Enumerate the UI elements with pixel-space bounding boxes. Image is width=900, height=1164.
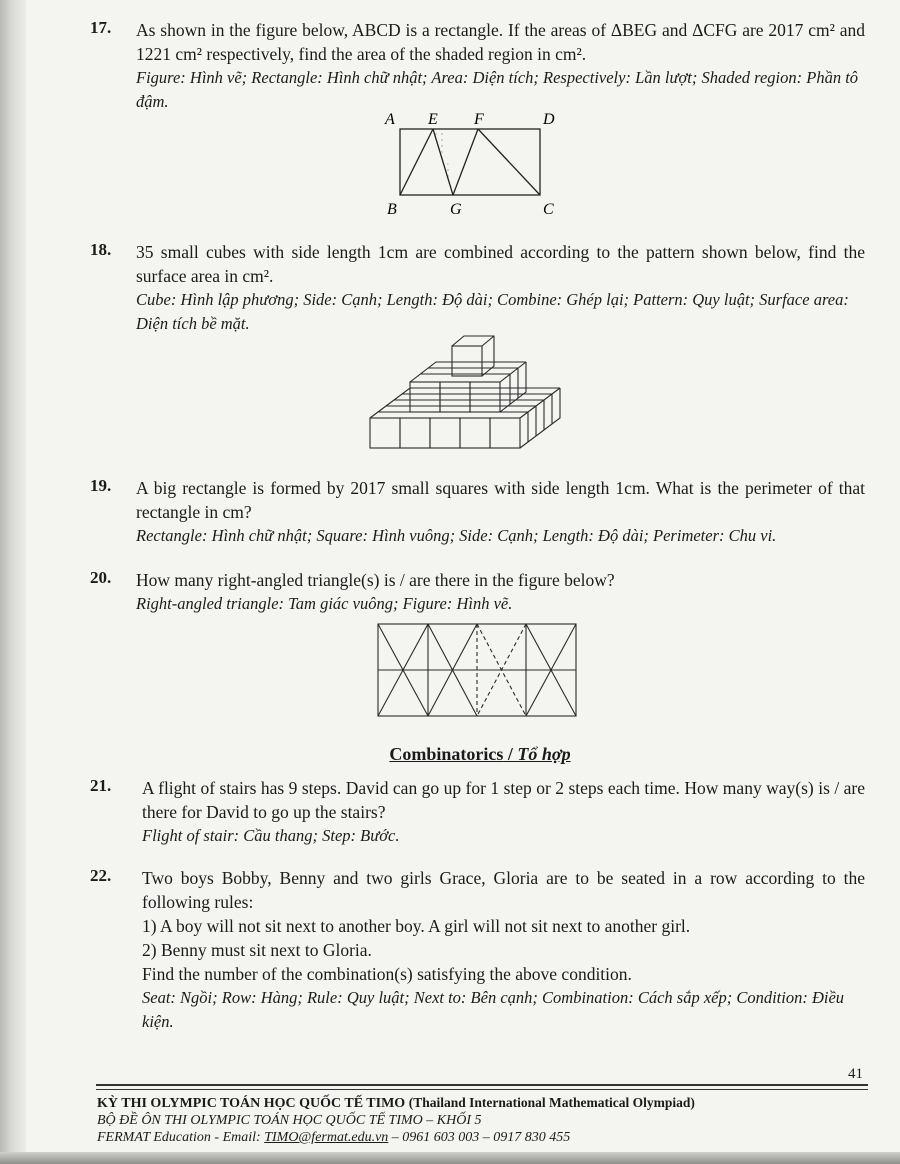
- vocabulary-note: Cube: Hình lập phương; Side: Cạnh; Length: Độ dài; Combine: Ghép lại; Pattern: Quy luật; Surface area: Diện tích bề mặt.: [136, 290, 849, 333]
- question-number: 18.: [90, 240, 112, 259]
- rectangle-outline: [400, 129, 540, 195]
- label-g: G: [450, 201, 462, 218]
- footer-subtitle: BỘ ĐỀ ÔN THI OLYMPIC TOÁN HỌC QUỐC TẾ TIMO – KHỐI 5: [97, 1113, 482, 1128]
- question-number: 22.: [90, 866, 112, 885]
- label-f: F: [474, 111, 484, 128]
- question-18: [90, 240, 865, 336]
- footer-divider: [96, 1084, 868, 1086]
- vocabulary-note: Figure: Hình vẽ; Rectangle: Hình chữ nhật; Area: Diện tích; Respectively: Lần lượt; Shaded region: Phần tô đậm.: [136, 68, 859, 111]
- question-number: 20.: [90, 568, 112, 587]
- page-number: 41: [848, 1066, 863, 1082]
- question-text: As shown in the figure below, ABCD is a rectangle. If the areas of ΔBEG and ΔCFG are 2017 cm² and 1221 cm² respectively, find the area of the shaded region in cm².: [136, 20, 865, 64]
- label-e: E: [428, 111, 438, 128]
- segment-be: [400, 129, 433, 195]
- question-20: [90, 568, 865, 616]
- question-text: A big rectangle is formed by 2017 small squares with side length 1cm. What is the perimeter of that rectangle in cm?: [136, 478, 865, 522]
- footer-title-sub: (Thailand International Mathematical Olympiad): [408, 1095, 695, 1110]
- label-a: A: [385, 111, 395, 128]
- footer-contact-prefix: FERMAT Education - Email:: [97, 1130, 265, 1145]
- question-text: Two boys Bobby, Benny and two girls Grace, Gloria are to be seated in a row according to the following rules:: [142, 868, 865, 912]
- rule-2: 2) Benny must sit next to Gloria.: [142, 940, 372, 960]
- footer-contact: [97, 1129, 695, 1146]
- triangle-grid-figure: [376, 622, 580, 720]
- footer-divider-thin: [96, 1089, 868, 1090]
- section-title-vi: Tổ hợp: [517, 744, 571, 764]
- section-title-separator: /: [503, 744, 518, 764]
- label-b: B: [387, 201, 397, 218]
- question-21: [90, 776, 865, 848]
- footer-title: [97, 1094, 695, 1112]
- vocabulary-note: Right-angled triangle: Tam giác vuông; Figure: Hình vẽ.: [136, 594, 513, 613]
- question-19: [90, 476, 865, 548]
- question-prompt: Find the number of the combination(s) satisfying the above condition.: [142, 964, 632, 984]
- vocabulary-note: Seat: Ngồi; Row: Hàng; Rule: Quy luật; Next to: Bên cạnh; Combination: Cách sắp xếp; Condition: Điều kiện.: [142, 988, 845, 1031]
- question-text: A flight of stairs has 9 steps. David can go up for 1 step or 2 steps each time. How many way(s) is / are there for David to go up the stairs?: [142, 778, 865, 822]
- footer-title-main: KỲ THI OLYMPIC TOÁN HỌC QUỐC TẾ TIMO: [97, 1096, 406, 1111]
- rule-1: 1) A boy will not sit next to another boy. A girl will not sit next to another girl.: [142, 916, 691, 936]
- rectangle-abcd-figure: [380, 108, 570, 220]
- segment-fc: [478, 129, 540, 195]
- question-number: 19.: [90, 476, 112, 495]
- footer-email-link[interactable]: TIMO@fermat.edu.vn: [264, 1130, 389, 1145]
- cube-pyramid-figure: [362, 326, 584, 456]
- label-c: C: [543, 201, 554, 218]
- section-heading: [0, 744, 900, 765]
- question-17: [90, 18, 865, 114]
- segment-gf: [453, 129, 478, 195]
- question-number: 21.: [90, 776, 112, 795]
- question-number: 17.: [90, 18, 112, 37]
- label-d: D: [543, 111, 555, 128]
- vocabulary-note: Flight of stair: Cầu thang; Step: Bước.: [142, 826, 400, 845]
- page-footer: [97, 1094, 695, 1146]
- question-text: How many right-angled triangle(s) is / are there in the figure below?: [136, 570, 615, 590]
- question-text: 35 small cubes with side length 1cm are combined according to the pattern shown below, find the surface area in cm².: [136, 242, 865, 286]
- question-22: [90, 866, 865, 1034]
- section-title-en: Combinatorics: [389, 744, 504, 764]
- vocabulary-note: Rectangle: Hình chữ nhật; Square: Hình vuông; Side: Cạnh; Length: Độ dài; Perimeter: Chu vi.: [136, 526, 777, 545]
- footer-phone-numbers: – 0961 603 003 – 0917 830 455: [388, 1130, 571, 1145]
- scan-bottom-edge: [0, 1152, 900, 1164]
